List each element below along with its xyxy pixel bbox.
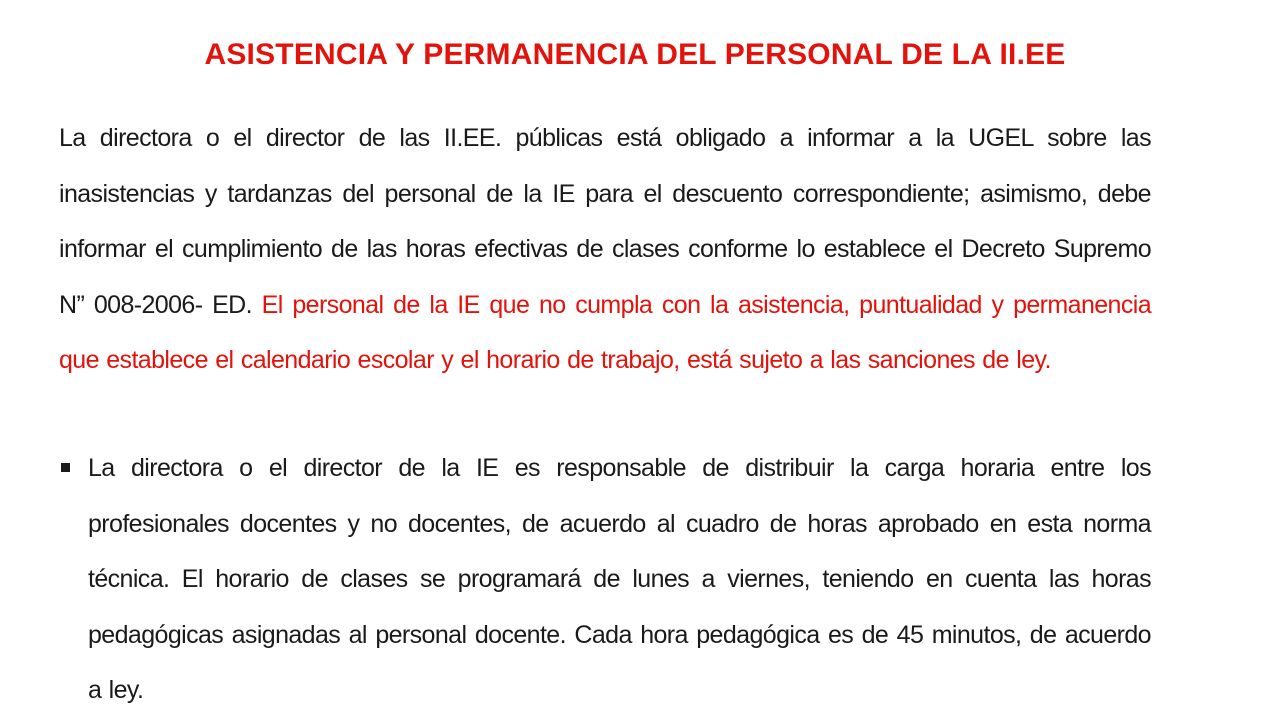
body-paragraph (59, 111, 1151, 389)
slide-title: ASISTENCIA Y PERMANENCIA DEL PERSONAL DE LA II.EE (204, 38, 1066, 71)
bullet-list (59, 441, 1151, 719)
bullet-item (59, 441, 1151, 719)
square-bullet-icon (61, 463, 70, 472)
bullet-text: La directora o el director de la IE es responsable de distribuir la carga horaria entre los profesionales docentes y no docentes, de acuerdo al cuadro de horas aprobado en esta norma técnica. El horario de clases se programará de lunes a viernes, teniendo en cuenta las horas pedagógicas asignadas al personal docente. Cada hora pedagógica es de 45 minutos, de acuerdo a ley. (88, 454, 1151, 704)
paragraph-text: La directora o el director de las II.EE. públicas está obligado a informar a la UGEL sobre las inasistencias y tardanzas del personal de la IE para el descuento correspondiente; asimismo, debe informar el cumplimiento de las horas efectivas de clases conforme lo establece el Decreto Supremo N” 008-2006- ED. (59, 124, 1151, 319)
paragraph-highlight-text: El personal de la IE que no cumpla con la asistencia, puntualidad y permanencia que establece el calendario escolar y el horario de trabajo, está sujeto a las sanciones de ley. (59, 290, 1152, 374)
